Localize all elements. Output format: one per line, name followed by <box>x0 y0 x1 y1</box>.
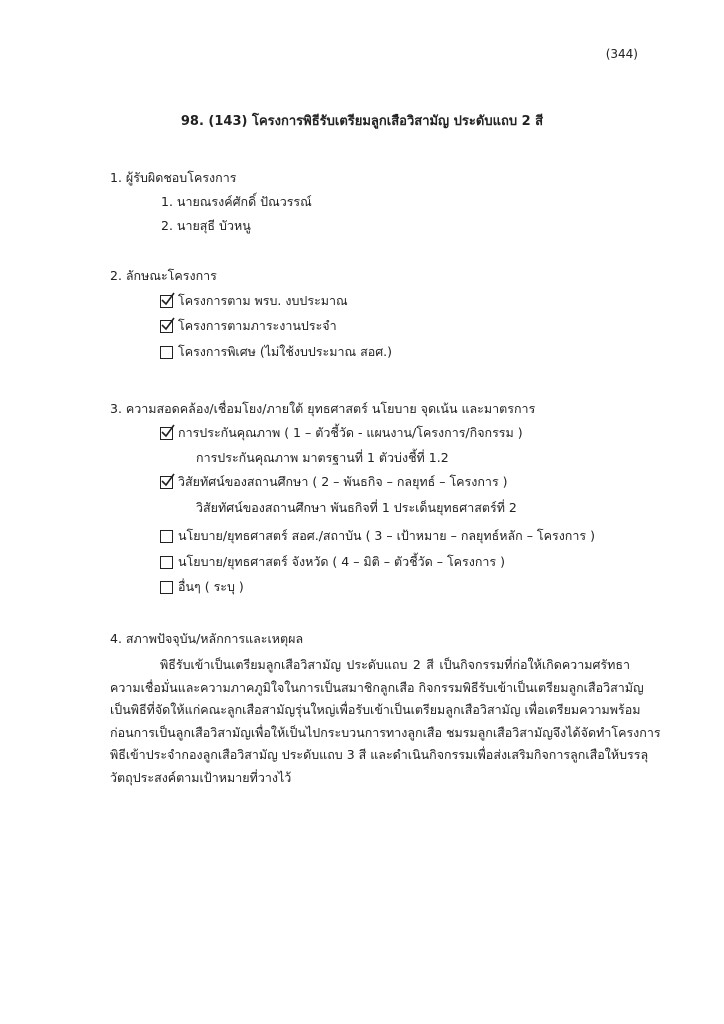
alignment-option-other <box>160 579 244 595</box>
section-3-heading: 3. ความสอดคล้อง/เชื่อมโยง/ภายใต้ ยุทธศาสตร์ นโยบาย จุดเน้น และมาตรการ <box>110 401 536 416</box>
paragraph-line: พิธีเข้าประจำกองลูกเสือวิสามัญ ประดับแถบ 3 สี และดำเนินกิจกรรมเพื่อส่งเสริมกิจการลูกเสือให้บรรลุ <box>110 747 649 763</box>
empty-checkbox-icon <box>160 346 173 359</box>
option-label: การประกันคุณภาพ ( 1 – ตัวชี้วัด - แผนงาน/โครงการ/กิจกรรม ) <box>178 425 523 440</box>
responsible-person-1: 1. นายณรงค์ศักดิ์ ปัณวรรณ์ <box>161 194 312 209</box>
checked-checkbox-icon <box>160 320 173 333</box>
option-label: อื่นๆ ( ระบุ ) <box>178 579 244 594</box>
section-1-heading: 1. ผู้รับผิดชอบโครงการ <box>110 170 237 185</box>
section-4-heading: 4. สภาพปัจจุบัน/หลักการและเหตุผล <box>110 631 304 646</box>
checked-checkbox-icon <box>160 295 173 308</box>
alignment-option-institute-policy <box>160 528 595 544</box>
document-title: 98. (143) โครงการพิธีรับเตรียมลูกเสือวิสามัญ ประดับแถบ 2 สี <box>180 114 544 129</box>
alignment-detail-vision: วิสัยทัศน์ของสถานศึกษา พันธกิจที่ 1 ประเด็นยุทธศาสตร์ที่ 2 <box>196 500 517 515</box>
project-type-option-budget <box>160 293 348 309</box>
paragraph-line: เป็นพิธีที่จัดให้แก่คณะลูกเสือสามัญรุ่นใหญ่เพื่อรับเข้าเป็นเตรียมลูกเสือวิสามัญ เพื่อเตรียมความพร้อม <box>110 702 641 718</box>
empty-checkbox-icon <box>160 556 173 569</box>
option-label: โครงการพิเศษ (ไม่ใช้งบประมาณ สอศ.) <box>178 344 392 359</box>
paragraph-line: ก่อนการเป็นลูกเสือวิสามัญเพื่อให้เป็นไปกระบวนการทางลูกเสือ ชมรมลูกเสือวิสามัญจึงได้จัดทำโครงการ <box>110 724 661 740</box>
checked-checkbox-icon <box>160 476 173 489</box>
option-label: นโยบาย/ยุทธศาสตร์ จังหวัด ( 4 – มิติ – ตัวชี้วัด – โครงการ ) <box>178 554 505 569</box>
option-label: โครงการตาม พรบ. งบประมาณ <box>178 293 348 308</box>
empty-checkbox-icon <box>160 581 173 594</box>
paragraph-line: วัตถุประสงค์ตามเป้าหมายที่วางไว้ <box>110 769 292 785</box>
alignment-detail-quality-assurance: การประกันคุณภาพ มาตรฐานที่ 1 ตัวบ่งชี้ที่ 1.2 <box>196 450 449 465</box>
project-type-option-routine <box>160 318 337 334</box>
option-label: โครงการตามภาระงานประจำ <box>178 318 337 333</box>
responsible-person-2: 2. นายสุธี บัวหนู <box>161 218 251 233</box>
rationale-paragraph <box>110 654 661 790</box>
page-number: (344) <box>605 47 638 61</box>
alignment-option-quality-assurance <box>160 425 523 441</box>
alignment-option-vision <box>160 474 508 490</box>
project-type-option-special <box>160 344 392 360</box>
paragraph-line: ความเชื่อมั่นและความภาคภูมิใจในการเป็นสมาชิกลูกเสือ กิจกรรมพิธีรับเข้าเป็นเตรียมลูกเสือวิสามัญ <box>110 679 644 695</box>
empty-checkbox-icon <box>160 530 173 543</box>
option-label: นโยบาย/ยุทธศาสตร์ สอศ./สถาบัน ( 3 – เป้าหมาย – กลยุทธ์หลัก – โครงการ ) <box>178 528 595 543</box>
option-label: วิสัยทัศน์ของสถานศึกษา ( 2 – พันธกิจ – กลยุทธ์ – โครงการ ) <box>178 474 508 489</box>
section-2-heading: 2. ลักษณะโครงการ <box>110 268 217 283</box>
paragraph-line: พิธีรับเข้าเป็นเตรียมลูกเสือวิสามัญ ประดับแถบ 2 สี เป็นกิจกรรมที่ก่อให้เกิดความศรัทธา <box>160 657 630 672</box>
alignment-option-province-policy <box>160 554 505 570</box>
checked-checkbox-icon <box>160 427 173 440</box>
